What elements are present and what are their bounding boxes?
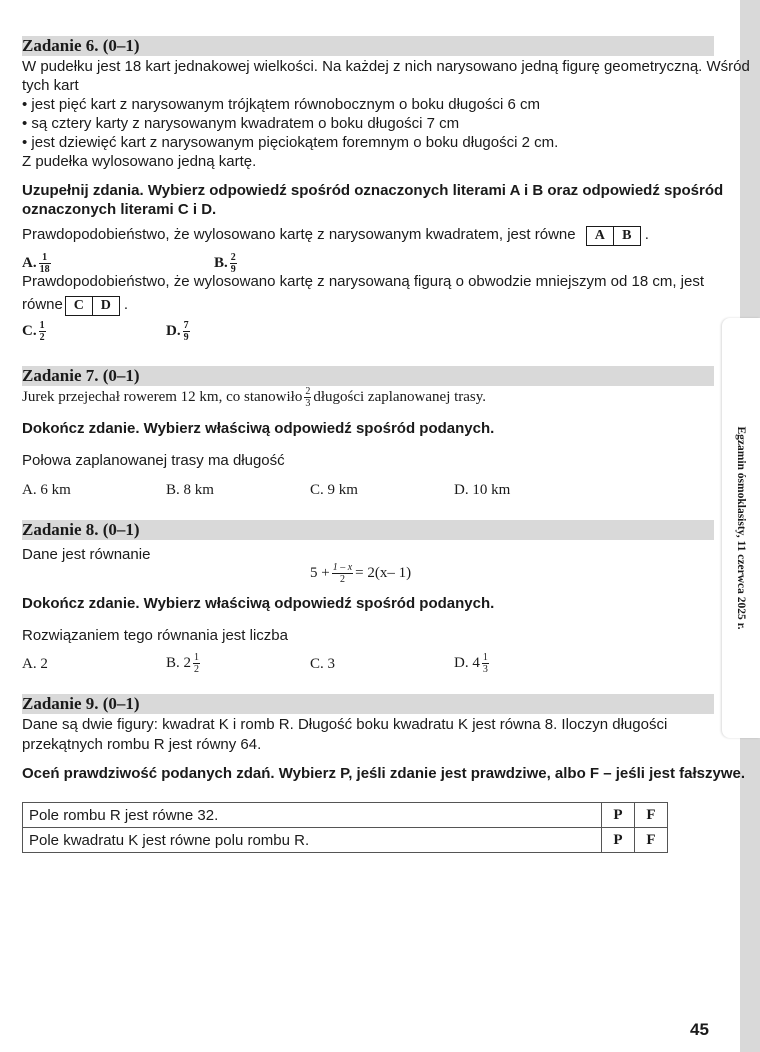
option-c-numerator: 1 [39, 320, 45, 331]
task-8-intro: Dane jest równanie [22, 546, 151, 563]
statement-2: Pole kwadratu K jest równe polu rombu R. [23, 828, 602, 853]
task-8-option-b-fraction [193, 652, 200, 675]
task-6-title: Zadanie 6. (0–1) [22, 36, 140, 55]
task-8-option-b-label: B. 2 [166, 654, 192, 671]
task-6-sentence-1-text: Prawdopodobieństwo, że wylosowano kartę z narysowanym kwadratem, jest równe [22, 226, 576, 243]
task-6-option-b[interactable] [214, 252, 239, 275]
equation-left: 5 + [310, 564, 330, 581]
task-8-option-b-denominator: 2 [194, 664, 200, 675]
option-d-denominator: 9 [183, 332, 189, 343]
task-6-option-d[interactable] [166, 320, 192, 343]
answer-box-option-d[interactable]: D [92, 297, 119, 315]
task-6-bullet-2: • są cztery karty z narysowanym kwadratem o boku długości 7 cm [22, 115, 460, 132]
task-8-option-c[interactable]: C. 3 [310, 656, 336, 672]
task-9-intro-line-1: Dane są dwie figury: kwadrat K i romb R. Długość boku kwadratu K jest równa 8. Iloczyn długości [22, 716, 668, 733]
task-6-sentence-2-text: równe [22, 296, 63, 313]
task-6-bullet-3: • jest dziewięć kart z narysowanym pięciokątem foremnym o boku długości 2 cm. [22, 134, 559, 151]
option-d-fraction [183, 320, 190, 343]
task-9-title: Zadanie 9. (0–1) [22, 694, 140, 713]
task-6-option-c[interactable] [22, 320, 48, 343]
task-9-intro-line-2: przekątnych rombu R jest równy 64. [22, 736, 262, 753]
statement-1: Pole rombu R jest równe 32. [23, 803, 602, 828]
statement-2-false[interactable]: F [635, 828, 668, 853]
task-6-intro-line-1: W pudełku jest 18 kart jednakowej wielkości. Na każdej z nich narysowano jedną figurę geometryczną. Wśród [22, 58, 750, 75]
task-6-intro-line-2: tych kart [22, 77, 79, 94]
equation-right: = 2(x– 1) [355, 564, 412, 581]
true-false-table [22, 802, 668, 853]
answer-box-option-c[interactable]: C [73, 298, 84, 313]
task-7-title: Zadanie 7. (0–1) [22, 366, 140, 385]
answer-box-option-a[interactable]: A [594, 228, 605, 243]
task-7-option-d[interactable]: D. 10 km [454, 482, 511, 498]
task-9-instruction: Oceń prawdziwość podanych zdań. Wybierz P, jeśli zdanie jest prawdziwe, albo F – jeśli jest fałszywe. [22, 765, 746, 782]
exam-side-label: Egzamin ósmoklasisty, 11 czerwca 2025 r. [735, 426, 747, 630]
task-7-fraction-denominator: 3 [305, 398, 311, 409]
task-6-sentence-2-dot: . [123, 296, 129, 313]
task-8-option-b[interactable] [166, 652, 202, 675]
task-6-bullet-1: • jest pięć kart z narysowanym trójkątem równobocznym o boku długości 6 cm [22, 96, 540, 113]
option-c-label: C. [22, 322, 37, 339]
option-b-fraction [230, 252, 237, 275]
statement-1-false[interactable]: F [635, 803, 668, 828]
task-7-problem [22, 386, 486, 409]
task-7-problem-end: długości zaplanowanej trasy. [313, 388, 487, 405]
task-7-option-a[interactable]: A. 6 km [22, 482, 71, 498]
option-a-denominator: 18 [39, 264, 50, 275]
option-d-numerator: 7 [183, 320, 189, 331]
option-d-label: D. [166, 322, 181, 339]
table-row [23, 828, 668, 853]
statement-1-true[interactable]: P [602, 803, 635, 828]
task-7-problem-start: Jurek przejechał rowerem 12 km, co stanowiło [22, 388, 303, 405]
equation-fraction [332, 562, 353, 585]
task-8-option-d[interactable] [454, 652, 491, 675]
task-6-option-a[interactable] [22, 252, 53, 275]
option-c-denominator: 2 [39, 332, 45, 343]
task-8-option-d-label: D. 4 [454, 654, 480, 671]
task-6-sentence-2-line-1: Prawdopodobieństwo, że wylosowano kartę z narysowaną figurą o obwodzie mniejszym od 18 cm, jest [22, 273, 705, 290]
task-8-option-a[interactable]: A. 2 [22, 656, 48, 672]
task-7-option-b[interactable]: B. 8 km [166, 482, 214, 498]
task-7-question: Połowa zaplanowanej trasy ma długość [22, 452, 285, 469]
page-number: 45 [690, 1020, 709, 1039]
option-b-label: B. [214, 254, 228, 271]
equation-denominator: 2 [339, 574, 345, 585]
task-7-fraction-numerator: 2 [305, 386, 311, 397]
task-6-instruction-line-2: oznaczonych literami C i D. [22, 201, 217, 218]
option-b-denominator: 9 [230, 264, 236, 275]
task-8-equation [310, 562, 411, 585]
option-a-numerator: 1 [39, 252, 51, 264]
answer-box-option-b[interactable]: B [613, 227, 640, 245]
option-c-fraction [39, 320, 46, 343]
equation-numerator: 1 – x [332, 562, 353, 573]
task-6-sentence-1-dot: . [644, 226, 649, 243]
table-row [23, 803, 668, 828]
task-6-draw-text: Z pudełka wylosowano jedną kartę. [22, 153, 257, 170]
task-7-option-c[interactable]: C. 9 km [310, 482, 358, 498]
task-6-sentence-2-line-2 [22, 296, 128, 316]
option-a-label: A. [22, 254, 37, 271]
task-6-instruction-line-1: Uzupełnij zdania. Wybierz odpowiedź spośród oznaczonych literami A i B oraz odpowiedź spośród [22, 182, 724, 199]
option-b-numerator: 2 [230, 252, 236, 263]
statement-2-true[interactable]: P [602, 828, 635, 853]
task-6-sentence-1 [22, 226, 649, 246]
option-a-fraction [39, 252, 51, 275]
task-8-option-b-numerator: 1 [194, 652, 200, 663]
task-8-title: Zadanie 8. (0–1) [22, 520, 140, 539]
task-8-option-d-numerator: 1 [482, 652, 488, 663]
task-8-instruction: Dokończ zdanie. Wybierz właściwą odpowiedź spośród podanych. [22, 595, 495, 612]
task-8-question: Rozwiązaniem tego równania jest liczba [22, 627, 288, 644]
task-6-answer-box-ab[interactable] [586, 226, 641, 246]
task-6-answer-box-cd[interactable] [65, 296, 120, 316]
task-8-option-d-fraction [482, 652, 489, 675]
task-7-fraction [304, 386, 311, 409]
task-8-option-d-denominator: 3 [482, 664, 488, 675]
task-7-instruction: Dokończ zdanie. Wybierz właściwą odpowiedź spośród podanych. [22, 420, 495, 437]
